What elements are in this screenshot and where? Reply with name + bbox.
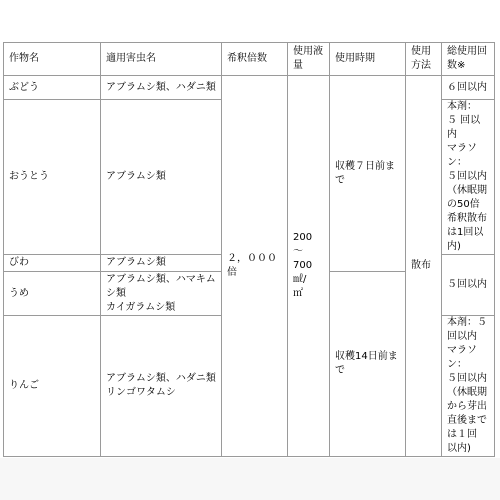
crop-cherry: おうとう <box>4 100 101 255</box>
header-crop: 作物名 <box>4 43 101 76</box>
crop-apple: りんご <box>4 316 101 457</box>
crop-loquat: びわ <box>4 255 101 272</box>
header-method: 使用 方法 <box>406 43 442 76</box>
total-ume-loquat: ５回以内 <box>442 255 495 316</box>
header-volume: 使用液 量 <box>288 43 330 76</box>
crop-grape: ぶどう <box>4 76 101 100</box>
header-total-uses: 総使用回 数※ <box>442 43 495 76</box>
total-grape: ６回以内 <box>442 76 495 100</box>
timing-7days: 収穫７日前ま で <box>330 76 406 272</box>
volume-shared: 200 ～ 700㎖/ ㎡ <box>288 76 330 457</box>
pest-ume: アブラムシ類、ハマキム シ類 カイガラムシ類 <box>101 272 222 316</box>
pest-apple: アブラムシ類、ハダニ類 リンゴワタムシ <box>101 316 222 457</box>
crop-ume: うめ <box>4 272 101 316</box>
method-shared: 散布 <box>406 76 442 457</box>
pest-loquat: アブラムシ類 <box>101 255 222 272</box>
total-cherry: 本剤： ５ 回以 内 マラソ ン： ５回以内 （休眠期 の50倍 希釈散布 は1回以 内) <box>442 100 495 255</box>
page-bottom-band <box>0 458 500 500</box>
header-pest: 適用害虫名 <box>101 43 222 76</box>
header-dilution: 希釈倍数 <box>222 43 288 76</box>
pesticide-usage-table <box>3 42 495 457</box>
header-timing: 使用時期 <box>330 43 406 76</box>
header-row <box>4 43 495 76</box>
timing-14days: 収穫14日前ま で <box>330 272 406 457</box>
table-row-grape <box>4 76 495 100</box>
dilution-shared: ２，０００倍 <box>222 76 288 457</box>
pest-cherry: アブラムシ類 <box>101 100 222 255</box>
total-apple: 本剤：５ 回以内 マラソ ン： ５回以内 （休眠期 から芽出 直後まで は１回 以内) <box>442 316 495 457</box>
pest-grape: アブラムシ類、ハダニ類 <box>101 76 222 100</box>
